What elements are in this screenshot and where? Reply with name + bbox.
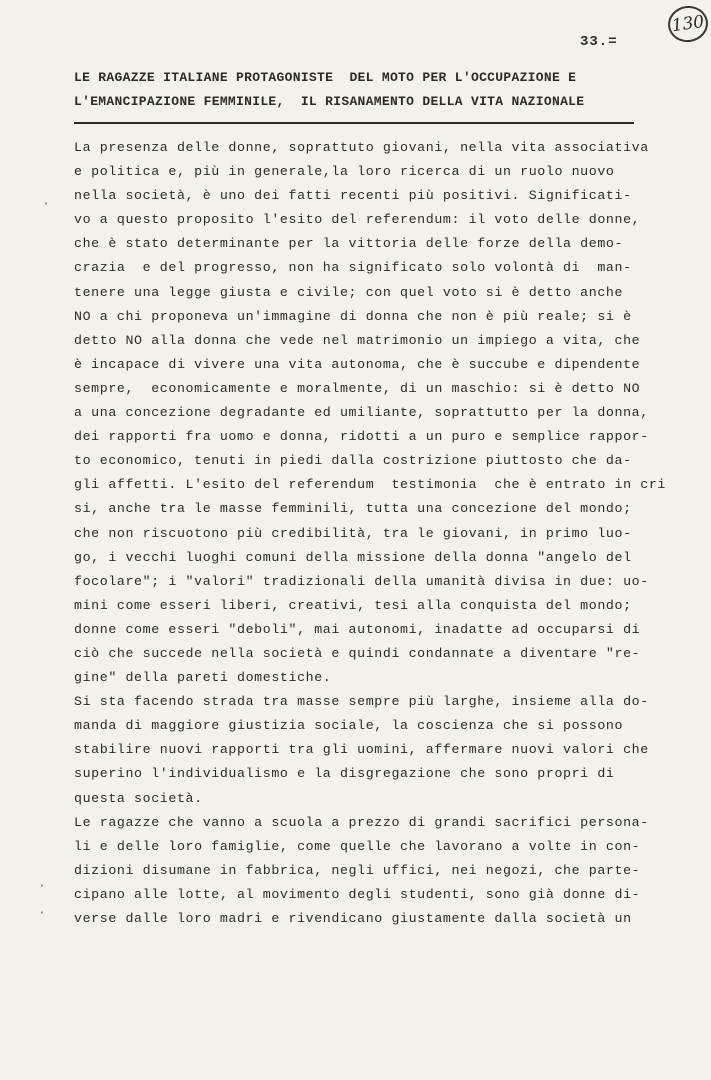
body-line: manda di maggiore giustizia sociale, la coscienza che si possono xyxy=(74,718,624,734)
body-line: sempre, economicamente e moralmente, di un maschio: si è detto NO xyxy=(74,380,641,396)
body-line: li e delle loro famiglie, come quelle che lavorano a volte in con- xyxy=(74,838,641,854)
body-line: che è stato determinante per la vittoria delle forze della demo- xyxy=(74,236,624,252)
body-text xyxy=(74,136,666,931)
body-line: to economico, tenuti in piedi dalla costrizione piuttosto che da- xyxy=(74,453,632,469)
body-line: stabilire nuovi rapporti tra gli uomini, affermare nuovi valori che xyxy=(74,742,649,758)
margin-dot: · xyxy=(38,905,46,920)
body-line: NO a chi proponeva un'immagine di donna che non è più reale; si è xyxy=(74,308,632,324)
body-line: donne come esseri "deboli", mai autonomi, inadatte ad occuparsi di xyxy=(74,621,641,637)
body-line: e politica e, più in generale,la loro ricerca di un ruolo nuovo xyxy=(74,164,615,180)
body-line: si, anche tra le masse femminili, tutta una concezione del mondo; xyxy=(74,501,632,517)
body-line: crazia e del progresso, non ha significato solo volontà di man- xyxy=(74,260,632,276)
body-line: questa società. xyxy=(74,790,203,806)
body-line: ciò che succede nella società e quindi condannate a diventare "re- xyxy=(74,645,641,661)
margin-dot: · xyxy=(42,196,50,211)
body-line: superino l'individualismo e la disgregazione che sono propri di xyxy=(74,766,615,782)
body-line: gine" della pareti domestiche. xyxy=(74,670,332,686)
page-number: 33.= xyxy=(580,34,618,50)
body-line: dei rapporti fra uomo e donna, ridotti a un puro e semplice rappor- xyxy=(74,429,649,445)
body-line: Si sta facendo strada tra masse sempre più larghe, insieme alla do- xyxy=(74,694,649,710)
body-line: che non riscuotono più credibilità, tra le giovani, in primo luo- xyxy=(74,525,632,541)
body-line: gli affetti. L'esito del referendum testimonia che è entrato in cri xyxy=(74,477,666,493)
body-line: tenere una legge giusta e civile; con quel voto si è detto anche xyxy=(74,284,624,300)
body-line: La presenza delle donne, soprattuto giovani, nella vita associativa xyxy=(74,140,649,155)
body-line: cipano alle lotte, al movimento degli studenti, sono già donne di- xyxy=(74,886,641,902)
margin-dot: · xyxy=(38,878,46,893)
body-line: mini come esseri liberi, creativi, tesi alla conquista del mondo; xyxy=(74,597,632,613)
body-line: Le ragazze che vanno a scuola a prezzo di grandi sacrifici persona- xyxy=(74,814,649,830)
title-line-2: L'EMANCIPAZIONE FEMMINILE, IL RISANAMENTO DELLA VITA NAZIONALE xyxy=(74,94,585,109)
archive-stamp: 130 xyxy=(666,3,711,44)
body-line: detto NO alla donna che vede nel matrimonio un impiego a vita, che xyxy=(74,332,641,348)
body-line: focolare"; i "valori" tradizionali della umanità divisa in due: uo- xyxy=(74,573,649,589)
document-title xyxy=(74,66,674,114)
body-line: vo a questo proposito l'esito del referendum: il voto delle donne, xyxy=(74,212,641,228)
body-line: è incapace di vivere una vita autonoma, che è succube e dipendente xyxy=(74,356,641,372)
title-line-1: LE RAGAZZE ITALIANE PROTAGONISTE DEL MOTO PER L'OCCUPAZIONE E xyxy=(74,70,577,85)
title-underline xyxy=(74,122,634,124)
body-line: go, i vecchi luoghi comuni della missione della donna "angelo del xyxy=(74,549,632,565)
body-line: verse dalle loro madri e rivendicano giustamente dalla società un xyxy=(74,911,632,926)
body-line: nella società, è uno dei fatti recenti più positivi. Significati- xyxy=(74,188,632,204)
body-line: a una concezione degradante ed umiliante, soprattutto per la donna, xyxy=(74,405,649,421)
body-line: dizioni disumane in fabbrica, negli uffici, nei negozi, che parte- xyxy=(74,862,641,878)
